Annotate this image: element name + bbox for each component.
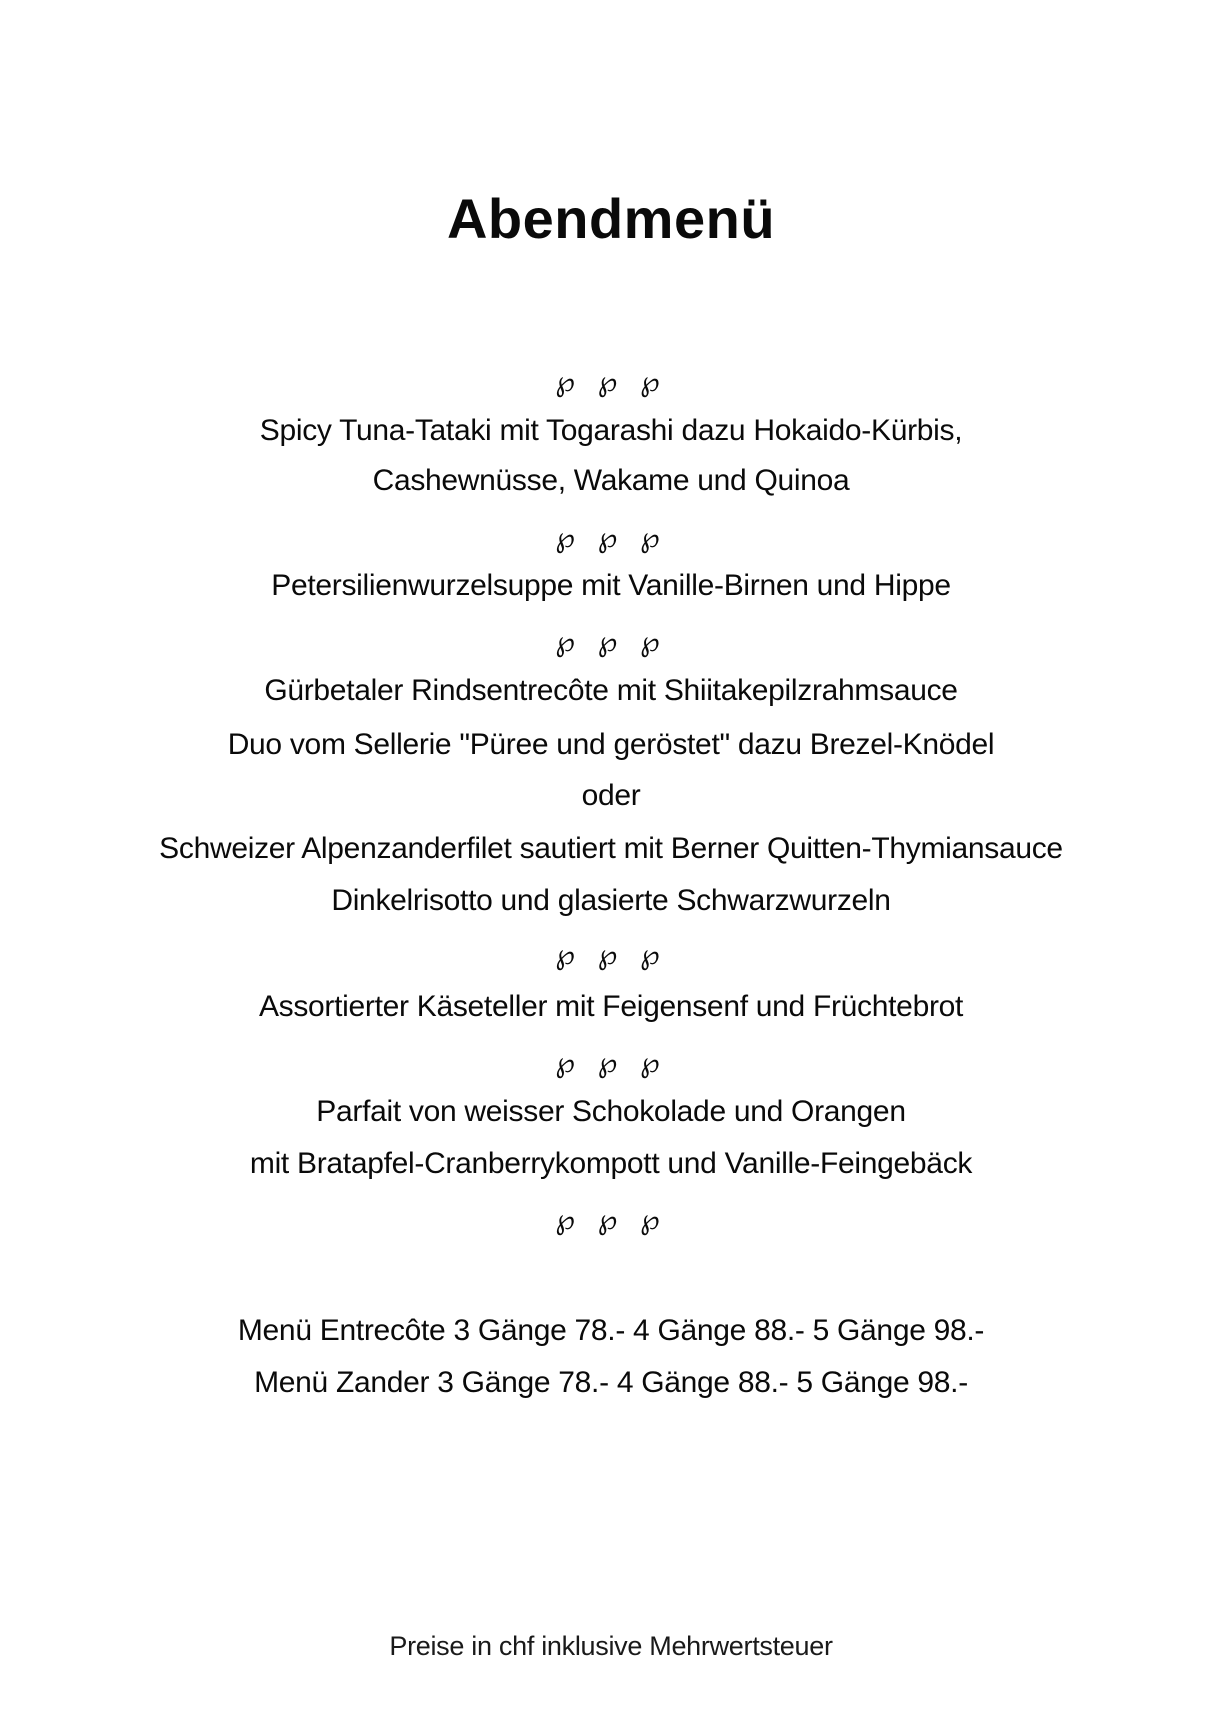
ornament-divider: ℘ ℘ ℘ [555,365,667,398]
dish-line-starter-1: Spicy Tuna-Tataki mit Togarashi dazu Hokaido-Kürbis, [259,414,963,447]
dish-line-main-beef-1: Gürbetaler Rindsentrecôte mit Shiitakepilzrahmsauce [264,674,958,707]
dish-line-main-fish-2: Dinkelrisotto und glasierte Schwarzwurzeln [331,884,891,917]
dish-line-cheese: Assortierter Käseteller mit Feigensenf und Früchtebrot [258,990,964,1023]
dish-line-main-fish-1: Schweizer Alpenzanderfilet sautiert mit Berner Quitten-Thymiansauce [159,832,1063,865]
dish-line-starter-2: Cashewnüsse, Wakame und Quinoa [372,464,850,497]
ornament-divider: ℘ ℘ ℘ [555,938,667,971]
ornament-divider: ℘ ℘ ℘ [555,1046,667,1079]
ornament-divider: ℘ ℘ ℘ [555,521,667,554]
choice-separator: oder [581,779,641,812]
dish-line-dessert-1: Parfait von weisser Schokolade und Orangen [316,1095,906,1128]
ornament-divider: ℘ ℘ ℘ [555,1203,667,1236]
ornament-divider: ℘ ℘ ℘ [555,625,667,658]
dish-line-main-beef-2: Duo vom Sellerie "Püree und geröstet" dazu Brezel-Knödel [227,728,995,761]
dish-line-dessert-2: mit Bratapfel-Cranberrykompott und Vanille-Feingebäck [249,1147,973,1180]
price-line-entrecote: Menü Entrecôte 3 Gänge 78.- 4 Gänge 88.- 5 Gänge 98.- [237,1314,985,1347]
dish-line-soup: Petersilienwurzelsuppe mit Vanille-Birnen und Hippe [271,569,951,602]
footer-note: Preise in chf inklusive Mehrwertsteuer [389,1631,833,1661]
page-title: Abendmenü [446,187,776,250]
price-line-zander: Menü Zander 3 Gänge 78.- 4 Gänge 88.- 5 Gänge 98.- [254,1366,968,1399]
